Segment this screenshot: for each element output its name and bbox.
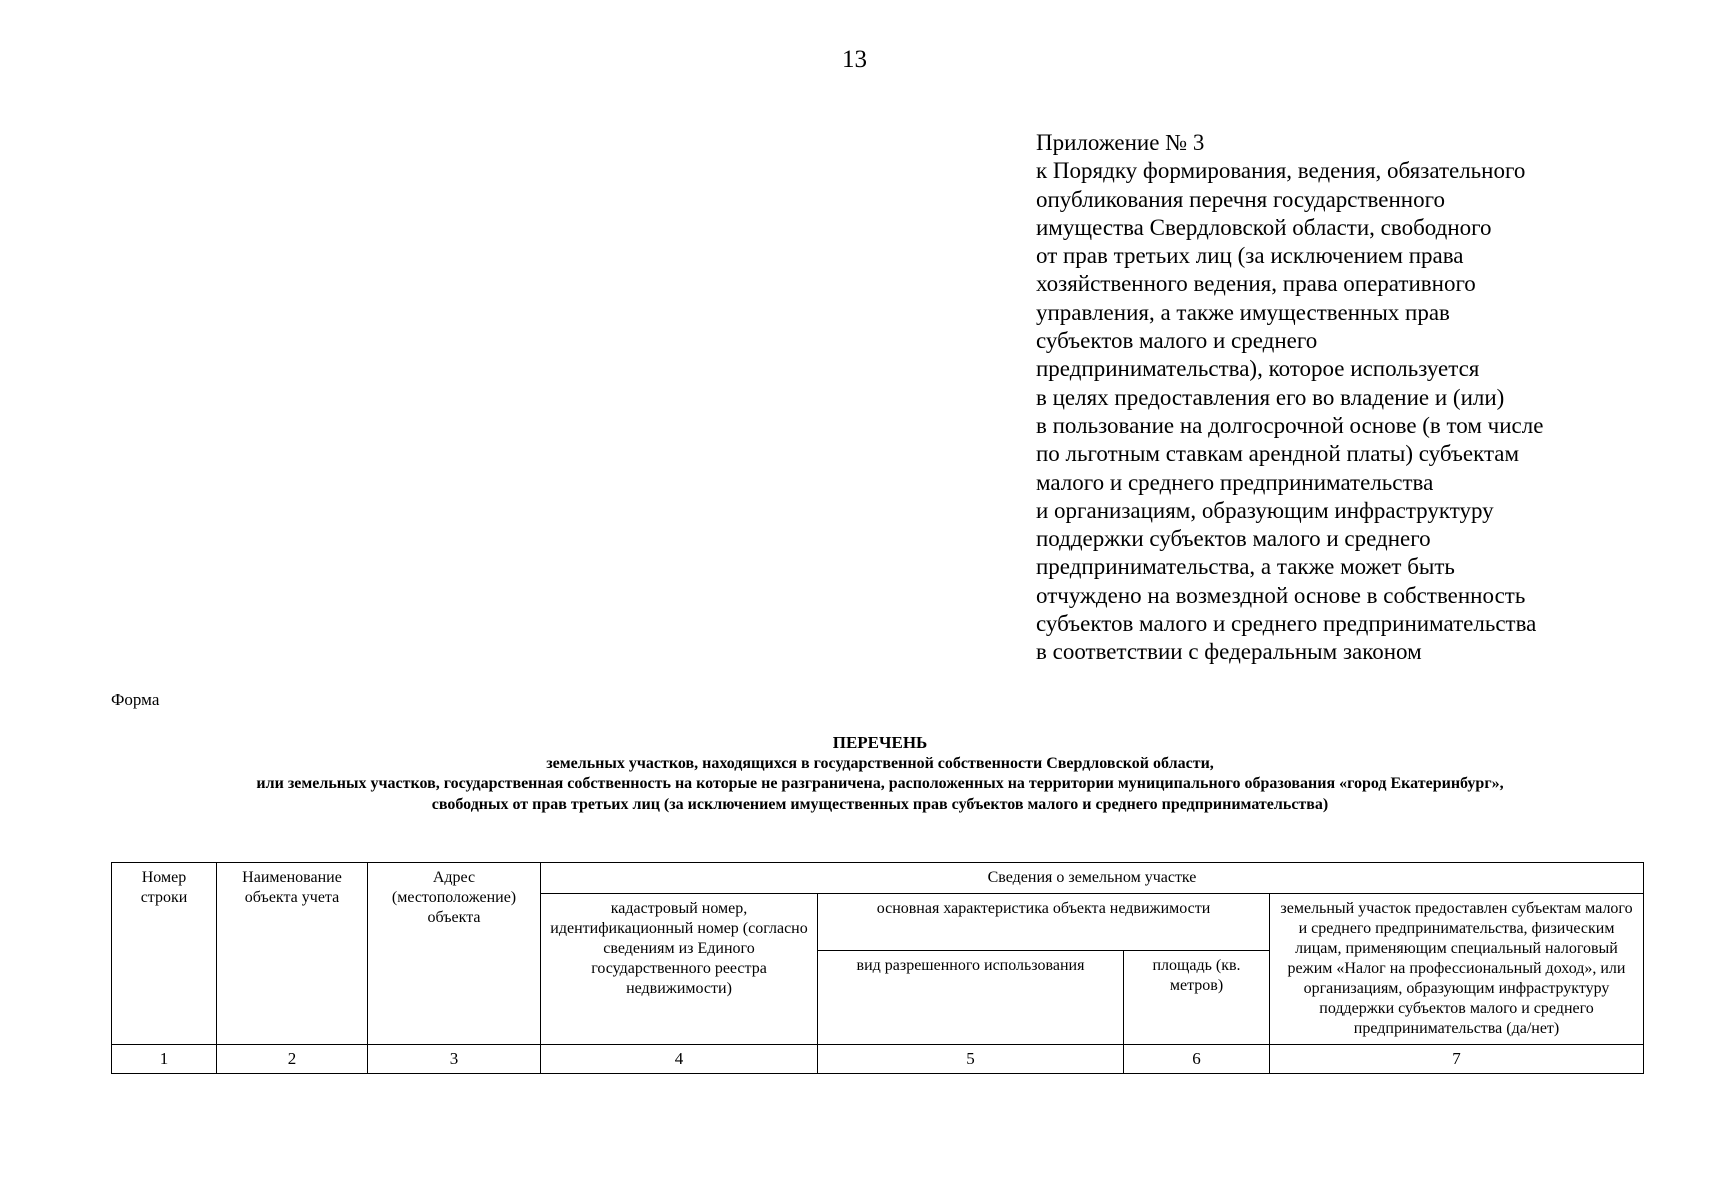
appendix-line: по льготным ставкам арендной платы) субъектам: [1036, 441, 1520, 467]
land-plots-table: [111, 862, 1644, 1074]
title-line-1: земельных участков, находящихся в государственной собственности Свердловской области,: [546, 754, 1214, 772]
appendix-line: субъектов малого и среднего: [1036, 328, 1318, 354]
appendix-line: субъектов малого и среднего предпринимательства: [1036, 611, 1537, 637]
appendix-line: от прав третьих лиц (за исключением права: [1036, 243, 1464, 269]
column-number: 2: [217, 1045, 368, 1074]
header-row-number: Номер строки: [112, 863, 217, 1045]
appendix-header: [1036, 129, 1676, 667]
appendix-line: в соответствии с федеральным законом: [1036, 639, 1422, 665]
appendix-line: предпринимательства), которое используется: [1036, 356, 1480, 382]
title-line-2: или земельных участков, государственная собственность на которые не разграничена, расположенных на территории муниципального образования «город Екатеринбург»,: [256, 775, 1504, 792]
column-numbers-row: [112, 1045, 1644, 1074]
appendix-line: поддержки субъектов малого и среднего: [1036, 526, 1431, 552]
header-main-characteristic: основная характеристика объекта недвижимости: [818, 894, 1270, 951]
appendix-line: хозяйственного ведения, права оперативного: [1036, 271, 1476, 297]
column-number: 5: [818, 1045, 1124, 1074]
appendix-line: Приложение № 3: [1036, 130, 1205, 155]
column-number: 7: [1270, 1045, 1644, 1074]
header-permitted-use: вид разрешенного использования: [818, 951, 1124, 1045]
appendix-line: в пользование на долгосрочной основе (в том числе: [1036, 412, 1544, 438]
column-number: 4: [541, 1045, 818, 1074]
appendix-line: к Порядку формирования, ведения, обязательного: [1036, 158, 1526, 184]
header-object-name: Наименование объекта учета: [217, 863, 368, 1045]
appendix-line: предпринимательства, а также может быть: [1036, 554, 1455, 580]
header-provided-to-sme: земельный участок предоставлен субъектам малого и среднего предпринимательства, физическим лицам, применяющим специальный налоговый режим «Налог на профессиональный доход», или организациям, образующим инфраструктуру поддержки субъектов малого и среднего предпринимательства (да/нет): [1270, 894, 1644, 1045]
header-land-info: Сведения о земельном участке: [541, 863, 1644, 894]
title-line-3: свободных от прав третьих лиц (за исключением имущественных прав субъектов малого и среднего предпринимательства): [431, 795, 1329, 813]
header-area: площадь (кв. метров): [1124, 951, 1270, 1045]
appendix-line: управления, а также имущественных прав: [1036, 299, 1450, 325]
column-number: 1: [112, 1045, 217, 1074]
appendix-line: малого и среднего предпринимательства: [1036, 469, 1434, 495]
appendix-line: отчуждено на возмездной основе в собственность: [1036, 582, 1526, 608]
column-number: 6: [1124, 1045, 1270, 1074]
page-number: 13: [842, 46, 867, 73]
column-number: 3: [368, 1045, 541, 1074]
appendix-line: в целях предоставления его во владение и (или): [1036, 384, 1505, 410]
document-title: [100, 733, 1660, 815]
header-address: Адрес (местоположение) объекта: [368, 863, 541, 1045]
appendix-line: и организациям, образующим инфраструктуру: [1036, 497, 1494, 523]
appendix-line: имущества Свердловской области, свободного: [1036, 214, 1492, 240]
title-main: ПЕРЕЧЕНЬ: [832, 733, 928, 752]
appendix-line: опубликования перечня государственного: [1036, 186, 1445, 212]
form-label: Форма: [111, 690, 160, 709]
header-cadastral-number: кадастровый номер, идентификационный номер (согласно сведениям из Единого государственного реестра недвижимости): [541, 894, 818, 1045]
